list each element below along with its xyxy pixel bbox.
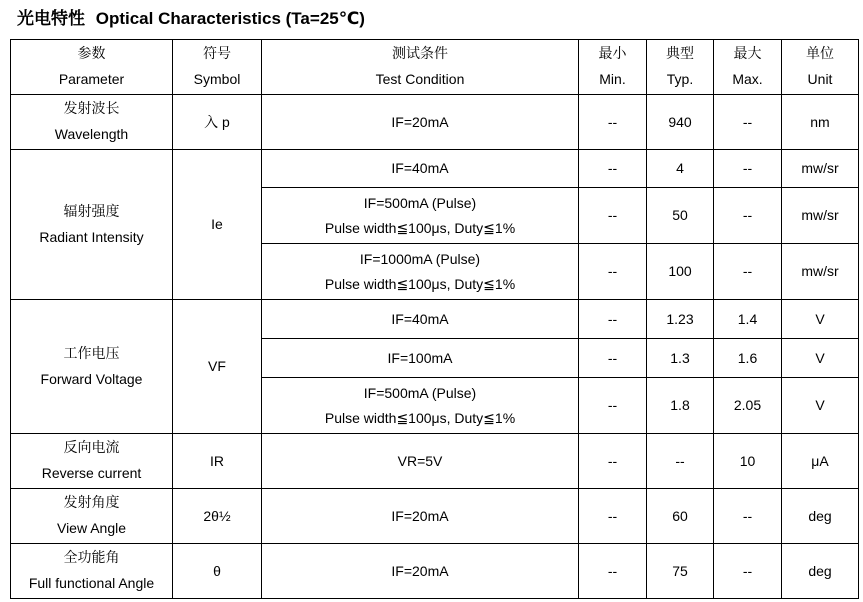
title-cn: 光电特性 — [17, 9, 85, 29]
condition-cell: VR=5V — [262, 434, 579, 489]
condition-cell: IF=20mA — [262, 489, 579, 544]
condition-cell: IF=500mA (Pulse) Pulse width≦100μs, Duty≦1% — [262, 188, 579, 244]
symbol-cell: θ — [173, 544, 262, 599]
unit-cell: deg — [782, 489, 859, 544]
min-cell: -- — [579, 489, 647, 544]
max-cell: -- — [714, 544, 782, 599]
unit-cell: nm — [782, 95, 859, 150]
table-row — [11, 544, 859, 599]
header-min: 最小 Min. — [579, 40, 647, 95]
title-en: Optical Characteristics (Ta=25℃) — [95, 9, 365, 28]
typ-cell: 100 — [647, 244, 714, 300]
max-cell: 10 — [714, 434, 782, 489]
optical-characteristics-table — [10, 39, 859, 599]
min-cell: -- — [579, 434, 647, 489]
symbol-cell: 入 p — [173, 95, 262, 150]
max-cell: -- — [714, 150, 782, 188]
max-cell: -- — [714, 95, 782, 150]
header-row — [11, 40, 859, 95]
max-cell: -- — [714, 188, 782, 244]
unit-cell: mw/sr — [782, 188, 859, 244]
typ-cell: -- — [647, 434, 714, 489]
param-cell: 辐射强度 Radiant Intensity — [11, 150, 173, 300]
min-cell: -- — [579, 95, 647, 150]
min-cell: -- — [579, 378, 647, 434]
unit-cell: deg — [782, 544, 859, 599]
condition-cell: IF=1000mA (Pulse) Pulse width≦100μs, Duty≦1% — [262, 244, 579, 300]
min-cell: -- — [579, 150, 647, 188]
condition-cell: IF=500mA (Pulse) Pulse width≦100μs, Duty≦1% — [262, 378, 579, 434]
header-max: 最大 Max. — [714, 40, 782, 95]
min-cell: -- — [579, 244, 647, 300]
header-symbol: 符号 Symbol — [173, 40, 262, 95]
typ-cell: 4 — [647, 150, 714, 188]
max-cell: 1.6 — [714, 339, 782, 378]
max-cell: -- — [714, 244, 782, 300]
table-row — [11, 434, 859, 489]
unit-cell: V — [782, 300, 859, 339]
symbol-cell: Ie — [173, 150, 262, 300]
condition-cell: IF=20mA — [262, 544, 579, 599]
condition-cell: IF=20mA — [262, 95, 579, 150]
table-row — [11, 150, 859, 188]
header-test-condition: 测试条件 Test Condition — [262, 40, 579, 95]
table-row — [11, 489, 859, 544]
unit-cell: μA — [782, 434, 859, 489]
max-cell: 1.4 — [714, 300, 782, 339]
header-unit: 单位 Unit — [782, 40, 859, 95]
symbol-cell: 2θ½ — [173, 489, 262, 544]
condition-cell: IF=40mA — [262, 300, 579, 339]
header-typ: 典型 Typ. — [647, 40, 714, 95]
param-cell: 工作电压 Forward Voltage — [11, 300, 173, 434]
typ-cell: 60 — [647, 489, 714, 544]
typ-cell: 75 — [647, 544, 714, 599]
min-cell: -- — [579, 544, 647, 599]
condition-cell: IF=40mA — [262, 150, 579, 188]
unit-cell: V — [782, 339, 859, 378]
table-row — [11, 300, 859, 339]
typ-cell: 1.3 — [647, 339, 714, 378]
param-cell: 发射角度 View Angle — [11, 489, 173, 544]
typ-cell: 940 — [647, 95, 714, 150]
condition-cell: IF=100mA — [262, 339, 579, 378]
min-cell: -- — [579, 339, 647, 378]
min-cell: -- — [579, 300, 647, 339]
unit-cell: mw/sr — [782, 150, 859, 188]
typ-cell: 50 — [647, 188, 714, 244]
min-cell: -- — [579, 188, 647, 244]
header-parameter: 参数 Parameter — [11, 40, 173, 95]
max-cell: 2.05 — [714, 378, 782, 434]
symbol-cell: IR — [173, 434, 262, 489]
unit-cell: mw/sr — [782, 244, 859, 300]
param-cell: 反向电流 Reverse current — [11, 434, 173, 489]
typ-cell: 1.23 — [647, 300, 714, 339]
param-cell: 发射波长 Wavelength — [11, 95, 173, 150]
param-cell: 全功能角 Full functional Angle — [11, 544, 173, 599]
symbol-cell: VF — [173, 300, 262, 434]
page-title — [17, 4, 365, 29]
typ-cell: 1.8 — [647, 378, 714, 434]
table-row — [11, 95, 859, 150]
max-cell: -- — [714, 489, 782, 544]
unit-cell: V — [782, 378, 859, 434]
